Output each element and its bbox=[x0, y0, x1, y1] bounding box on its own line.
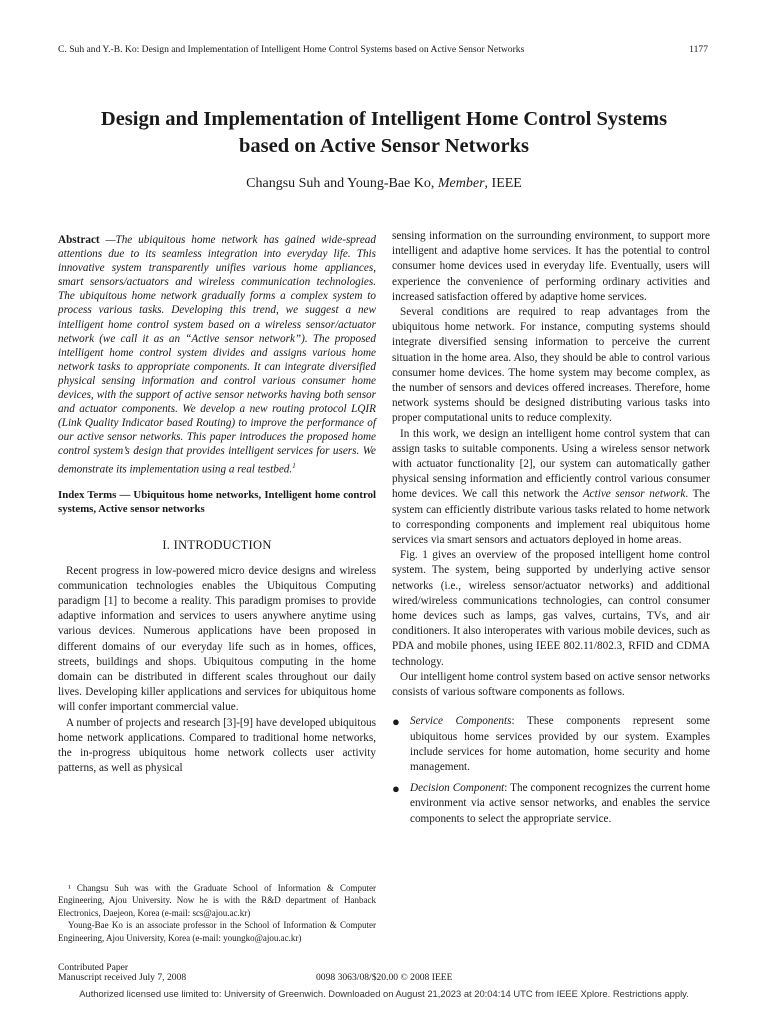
paragraph-text: In this work, we design an intelligent home control system that can assign tasks to suitable components. Using a wireless sensor network with actuator functionality [2], our system can automatically gather physical sensing information and efficiently control various consumer home devices. We call this network the bbox=[392, 427, 710, 501]
running-title: C. Suh and Y.-B. Ko: Design and Implementation of Intelligent Home Control Systems based on Active Sensor Networks bbox=[58, 44, 525, 55]
page-number: 1177 bbox=[689, 44, 708, 55]
bullet-item bbox=[392, 714, 710, 775]
paragraph: Recent progress in low-powered micro device designs and wireless communication technologies enables the Ubiquitous Computing paradigm [1] to become a reality. This paradigm promises to provide adaptive information and services to users anywhere anytime using various devices. Numerous applications have been proposed in different domains of our everyday life such as in homes, offices, streets, buildings and shops. Ubiquitous computing in the home domain can be distributed in different scales throughout our daily lives. Developing killer applications and services for ubiquitous home will confer important commercial value. bbox=[58, 564, 376, 714]
member-grade: Member bbox=[437, 176, 485, 191]
paragraph: A number of projects and research [3]-[9] have developed ubiquitous home network applications. Compared to traditional home networks, the in-progress ubiquitous home network collects user activity patterns, as well as physical bbox=[58, 716, 376, 775]
right-column bbox=[392, 229, 710, 827]
section-heading-introduction: I. INTRODUCTION bbox=[162, 538, 272, 553]
bullet-icon: ● bbox=[392, 714, 400, 730]
bullet-term: Decision Component bbox=[410, 782, 505, 795]
author-line bbox=[40, 176, 728, 192]
abstract-text: —The ubiquitous home network has gained wide-spread attentions due to its seamless integration into everyday life. This innovative system transparently unifies various home appliances, smart sensors/actuators and wireless communication technologies. The ubiquitous home network gradually forms a complex system to process various tasks. Developing this trend, we suggest a new intelligent home control system based on a wireless sensor/actuator network (we call it as an “Active sensor network”). The proposed intelligent home control system divides and assigns various home network tasks to appropriate components. It can integrate diversified physical sensing information and control various consumer home devices, with the support of active sensor networks having both sensor and actuator components. We develop a new routing protocol LQIR (Link Quality Indicator based Routing) to improve the performance of our active sensor networks. This paper introduces the proposed home control system’s design that provides intelligent services for users. We demonstrate its implementation using a real testbed. bbox=[58, 234, 376, 476]
paragraph: Several conditions are required to reap advantages from the ubiquitous home network. For instance, computing systems should integrate diversified sensing information to perceive the current situation in the home area. Also, they should be able to control various consumer home devices. The home system may become complex, as the number of sensors and devices offered increases. Therefore, home network systems should be designed distributing various tasks into proper computational units to reduce complexity. bbox=[392, 306, 710, 425]
bullet-item bbox=[392, 781, 710, 827]
author-names: Changsu Suh and Young-Bae Ko, bbox=[246, 176, 438, 191]
bullet-icon: ● bbox=[392, 781, 400, 797]
bullet-term: Service Components bbox=[410, 715, 512, 728]
footnote: Young-Bae Ko is an associate professor in the School of Information & Computer Engineering, Ajou University, Korea (e-mail: youngko@ajou.ac.kr) bbox=[58, 920, 376, 943]
abstract-footnote-mark: 1 bbox=[292, 461, 296, 470]
license-notice: Authorized licensed use limited to: University of Greenwich. Downloaded on August 21,2023 at 20:04:14 UTC from IEEE Xplore. Restrictions apply. bbox=[79, 988, 689, 999]
manuscript-received: Manuscript received July 7, 2008 bbox=[58, 972, 187, 983]
footnotes bbox=[58, 882, 376, 944]
footnote: ¹ Changsu Suh was with the Graduate School of Information & Computer Engineering, Ajou University. Now he is with the R&D department of Hanback Electronics, Daejeon, Korea (e-mail: scs@ajou.ac.kr) bbox=[58, 883, 376, 918]
paragraph: sensing information on the surrounding environment, to support more intelligent and adaptive home services. It has the potential to control consumer home devices used in everyday life. Eventually, users will experience the convenience of performing ordinary activities and increased satisfaction offered by adaptive home services. bbox=[392, 230, 710, 303]
paragraph-text: . The system can efficiently distribute various tasks related to home network to corresponding components and implement real ubiquitous home services via smart sensors and actuators deployed in home areas. bbox=[392, 488, 710, 547]
index-terms: Index Terms — Ubiquitous home networks, Intelligent home control systems, Active sensor networks bbox=[58, 489, 376, 516]
title-line-2: based on Active Sensor Networks bbox=[238, 135, 530, 157]
bullet-text: : The component recognizes the current home environment via active sensor networks, and enables the service components to select the appropriate service. bbox=[410, 782, 710, 825]
contributed-paper-label: Contributed Paper bbox=[58, 962, 129, 973]
abstract-label: Abstract bbox=[58, 234, 100, 246]
running-header bbox=[58, 44, 708, 55]
page-footer bbox=[58, 963, 718, 983]
left-column bbox=[58, 233, 376, 776]
paragraph: Fig. 1 gives an overview of the proposed intelligent home control system. The system, being supported by underlying active sensor networks (i.e., wireless sensor/actuator networks) and additional wired/wireless communications technologies, can control consumer home devices such as lamps, gas valves, curtains, TVs, and air conditioners. It also interoperates with various mobile devices, such as PDA and mobile phones, using IEEE 802.11/802.3, RFID and CDMA technology. bbox=[392, 549, 710, 668]
paragraph-this-work bbox=[392, 427, 710, 549]
paragraph: Our intelligent home control system based on active sensor networks consists of various software components as follows. bbox=[392, 670, 710, 699]
emphasis-active-sensor-network: Active sensor network bbox=[582, 488, 686, 501]
paper-title bbox=[40, 106, 728, 160]
author-org: , IEEE bbox=[484, 176, 522, 191]
title-line-1: Design and Implementation of Intelligent Home Control Systems bbox=[100, 108, 668, 130]
abstract bbox=[58, 233, 376, 476]
copyright-notice: 0098 3063/08/$20.00 © 2008 IEEE bbox=[316, 972, 453, 983]
bullet-text: : These components represent some ubiquitous home services provided by our system. Examples include services for home automation, home security and home management. bbox=[410, 715, 711, 773]
